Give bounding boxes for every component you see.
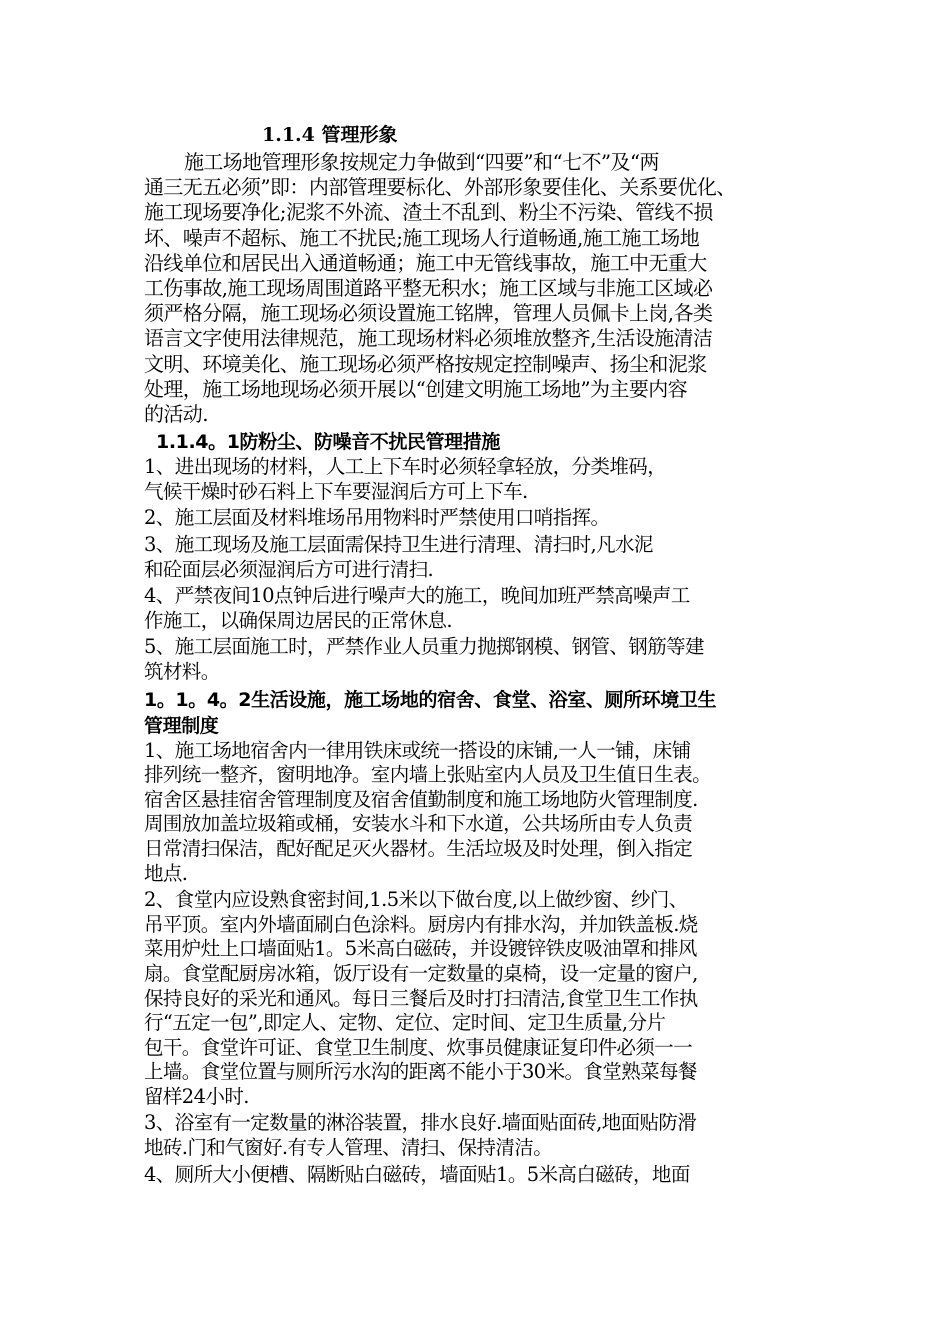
intro-line: 工伤事故,施工现场周围道路平整无积水；施工区域与非施工区域必: [144, 276, 713, 301]
intro-line: 语言文字使用法律规范，施工现场材料必须堆放整齐,生活设施清洁: [144, 326, 713, 351]
list-item-line: 5、施工层面施工时，严禁作业人员重力抛掷钢模、钢管、钢筋等建: [144, 635, 704, 659]
list-item-line: 吊平顶。室内外墙面刷白色涂料。厨房内有排水沟，并加铁盖板.烧: [144, 912, 698, 936]
list-item: [144, 1163, 834, 1188]
list-item-line: 2、食堂内应设熟食密封间,1.5米以下做台度,以上做纱窗、纱门、: [144, 888, 688, 912]
list-item-line: 日常清扫保洁，配好配足灭火器材。生活垃圾及时处理，倒入指定: [144, 836, 693, 860]
list-item-line: 和砼面层必须湿润后方可进行清扫.: [144, 557, 434, 581]
intro-line: 坏、噪声不超标、施工不扰民;施工现场人行道畅通,施工施工场地: [144, 225, 700, 250]
list-item-line: 筑材料。: [144, 659, 220, 683]
list-item-line: 2、施工层面及材料堆场吊用物料时严禁使用口哨指挥。: [144, 506, 610, 530]
list-item: [144, 739, 834, 887]
subsection-2-list: [144, 739, 834, 1188]
list-item-line: 作施工，以确保周边居民的正常休息.: [144, 608, 452, 632]
list-item-line: 3、施工现场及施工层面需保持卫生进行清理、清扫时,凡水泥: [144, 533, 653, 557]
intro-line: 的活动.: [144, 402, 208, 427]
list-item: [144, 584, 834, 633]
list-item-line: 气候干燥时砂石料上下车要湿润后方可上下车.: [144, 479, 528, 503]
section-title: 1.1.4 管理形象: [262, 124, 398, 146]
list-item: [144, 455, 834, 504]
list-item: [144, 506, 834, 531]
document-page: [144, 120, 834, 1189]
intro-line: 沿线单位和居民出入通道畅通；施工中无管线事故，施工中无重大: [144, 250, 707, 275]
intro-line: 文明、环境美化、施工现场必须严格按规定控制噪声、扬尘和泥浆: [144, 351, 707, 376]
intro-line: 须严格分隔，施工现场必须设置施工铭牌，管理人员佩卡上岗,各类: [144, 301, 713, 326]
subsection-title-2: [144, 687, 834, 739]
list-item-line: 地点.: [144, 861, 188, 885]
list-item-line: 留样24小时.: [144, 1084, 249, 1108]
intro-line: 处理，施工场地现场必须开展以“创建文明施工场地”为主要内容: [144, 376, 688, 401]
intro-line: 施工场地管理形象按规定力争做到“四要”和“七不”及“两: [184, 150, 659, 174]
list-item: [144, 533, 834, 582]
list-item: [144, 888, 834, 1109]
list-item-line: 3、浴室有一定数量的淋浴装置，排水良好.墙面贴面砖,地面贴防滑: [144, 1111, 697, 1135]
list-item: [144, 1111, 834, 1160]
list-item-line: 保持良好的采光和通风。每日三餐后及时打扫清洁,食堂卫生工作执: [144, 986, 698, 1010]
list-item-line: 地砖.门和气窗好.有专人管理、清扫、保持清洁。: [144, 1136, 553, 1160]
intro-line: 通三无五必须”即：内部管理要标化、外部形象要佳化、关系要优化、: [144, 175, 736, 200]
list-item-line: 包干。食堂许可证、食堂卫生制度、炊事员健康证复印件必须一一: [144, 1035, 693, 1059]
list-item-line: 排列统一整齐，窗明地净。室内墙上张贴室内人员及卫生值日生表。: [144, 763, 712, 787]
subsection-title-2-line: 管理制度: [144, 714, 219, 737]
list-item-line: 上墙。食堂位置与厕所污水沟的距离不能小于30米。食堂熟菜每餐: [144, 1060, 697, 1084]
list-item-line: 行“五定一包”,即定人、定物、定位、定时间、定卫生质量,分片: [144, 1011, 666, 1035]
subsection-1-list: [144, 455, 834, 684]
list-item-line: 扇。食堂配厨房冰箱，饭厅设有一定数量的桌椅，设一定量的窗户,: [144, 961, 698, 985]
list-item-line: 周围放加盖垃圾箱或桶，安装水斗和下水道，公共场所由专人负责: [144, 812, 693, 836]
list-item-line: 宿舍区悬挂宿舍管理制度及宿舍值勤制度和施工场地防火管理制度.: [144, 787, 698, 811]
intro-line: 施工现场要净化;泥浆不外流、渣土不乱到、粉尘不污染、管线不损: [144, 200, 713, 225]
list-item-line: 1、进出现场的材料，人工上下车时必须轻拿轻放，分类堆码，: [144, 455, 667, 479]
list-item-line: 菜用炉灶上口墙面贴1。5米高白磁砖，并设镀锌铁皮吸油罩和排风: [144, 937, 697, 961]
intro-paragraph: [144, 150, 834, 427]
list-item-line: 1、施工场地宿舍内一律用铁床或统一搭设的床铺,一人一铺，床铺: [144, 738, 691, 762]
subsection-title-2-line: 1。1。4。2生活设施，施工场地的宿舍、食堂、浴室、厕所环境卫生: [144, 688, 717, 711]
list-item-line: 4、厕所大小便槽、隔断贴白磁砖，墙面贴1。5米高白磁砖，地面: [144, 1162, 690, 1186]
list-item: [144, 635, 834, 684]
list-item-line: 4、严禁夜间10点钟后进行噪声大的施工，晚间加班严禁高噪声工: [144, 584, 690, 608]
subsection-title-1: 1.1.4。1防粉尘、防噪音不扰民管理措施: [156, 431, 500, 454]
